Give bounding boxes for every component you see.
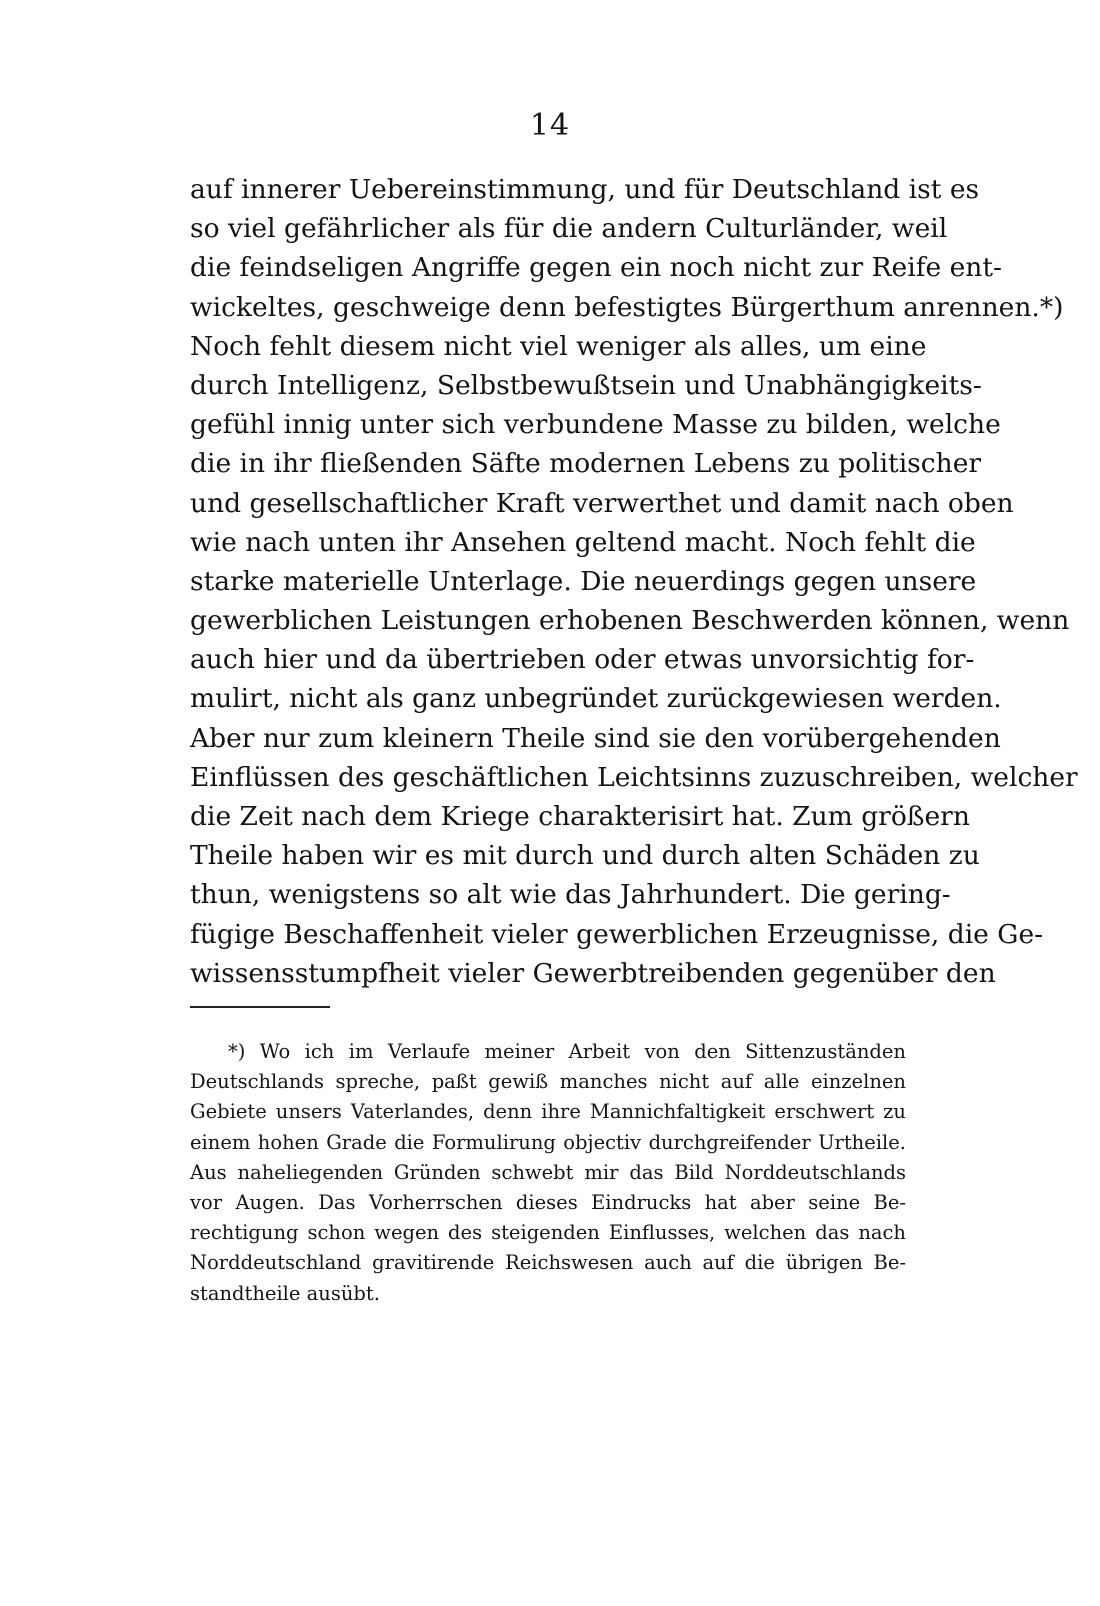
text-line: die in ihr fließenden Säfte modernen Lebens zu politischer — [190, 448, 982, 480]
text-line: wissensstumpfheit vieler Gewerbtreibenden gegenüber den — [190, 957, 996, 989]
text-line: Noch fehlt diesem nicht viel weniger als alles, um eine — [190, 330, 927, 362]
footnote-line: standtheile ausübt. — [190, 1281, 380, 1305]
text-line: durch Intelligenz, Selbstbewußtsein und Unabhängigkeits- — [190, 369, 982, 401]
text-line: Einflüssen des geschäftlichen Leichtsinns zuzuschreiben, welcher — [190, 761, 1078, 793]
text-line: so viel gefährlicher als für die andern Culturländer, weil — [190, 213, 948, 245]
footnote-line: Aus naheliegenden Gründen schwebt mir das Bild Norddeutschlands — [190, 1160, 906, 1184]
text-line: die feindseligen Angriffe gegen ein noch nicht zur Reife ent- — [190, 252, 1002, 284]
main-text — [190, 170, 1078, 993]
page-number: 14 — [529, 108, 571, 143]
text-line: gefühl innig unter sich verbundene Masse zu bilden, welche — [190, 409, 1001, 441]
footnote-divider — [190, 1006, 330, 1008]
text-line: fügige Beschaffenheit vieler gewerblichen Erzeugnisse, die Ge- — [190, 918, 1044, 950]
text-line: wickeltes, geschweige denn befestigtes Bürgerthum anrennen.*) — [190, 291, 1064, 323]
text-line: und gesellschaftlicher Kraft verwerthet und damit nach oben — [190, 487, 1014, 519]
footnote-line: *) Wo ich im Verlaufe meiner Arbeit von den Sittenzuständen — [228, 1040, 906, 1063]
text-line: auf innerer Uebereinstimmung, und für Deutschland ist es — [190, 174, 980, 205]
text-line: thun, wenigstens so alt wie das Jahrhundert. Die gering- — [190, 879, 951, 911]
footnote-line: Norddeutschland gravitirende Reichswesen auch auf die übrigen Be- — [190, 1251, 906, 1275]
footnote-line: rechtigung schon wegen des steigenden Einflusses, welchen das nach — [190, 1221, 906, 1245]
text-line: starke materielle Unterlage. Die neuerdings gegen unsere — [190, 565, 977, 597]
text-line: Theile haben wir es mit durch und durch alten Schäden zu — [190, 840, 980, 872]
text-line: wie nach unten ihr Ansehen geltend macht. Noch fehlt die — [190, 526, 976, 558]
text-line: auch hier und da übertrieben oder etwas unvorsichtig for- — [190, 644, 975, 676]
text-line: Aber nur zum kleinern Theile sind sie den vorübergehenden — [190, 722, 1001, 754]
footnote-line: Gebiete unsers Vaterlandes, denn ihre Mannichfaltigkeit erschwert zu — [190, 1100, 906, 1124]
footnote — [190, 1037, 906, 1309]
footnote-line: einem hohen Grade die Formulirung objectiv durchgreifender Urtheile. — [190, 1130, 906, 1154]
footnote-line: Deutschlands spreche, paßt gewiß manches nicht auf alle einzelnen — [190, 1070, 906, 1094]
text-line: gewerblichen Leistungen erhobenen Beschwerden können, wenn — [190, 605, 1070, 637]
text-line: mulirt, nicht als ganz unbegründet zurückgewiesen werden. — [190, 683, 1002, 715]
footnote-line: vor Augen. Das Vorherrschen dieses Eindrucks hat aber seine Be- — [190, 1190, 906, 1214]
text-line: die Zeit nach dem Kriege charakterisirt hat. Zum größern — [190, 801, 970, 832]
